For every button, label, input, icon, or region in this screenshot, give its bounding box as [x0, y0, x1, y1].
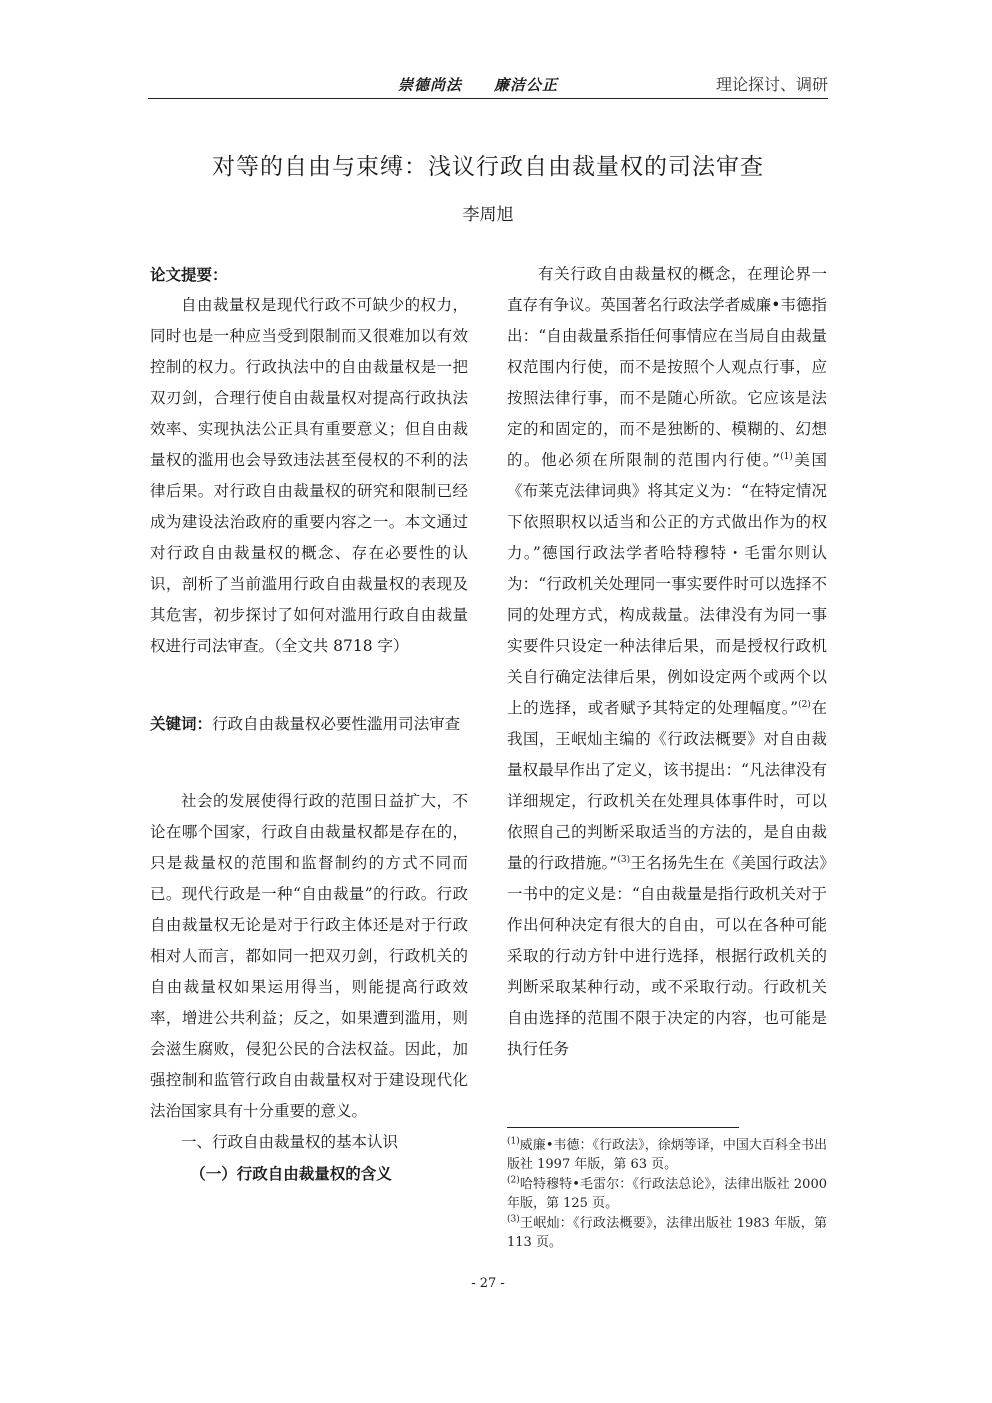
footnote-ref-3: (3): [617, 854, 631, 865]
keyword-3: 滥用: [367, 715, 399, 733]
right-column: [507, 259, 827, 1065]
keyword-1: 行政自由裁量权: [212, 715, 321, 733]
footnote: $^{(3)}$王岷灿：《行政法概要》，法律出版社 1983 年版，第 113 页。: [507, 1214, 827, 1250]
definition-text-2: 美国《布莱克法律词典》将其定义为：“在特定情况下依照职权以适当和公正的方式做出作为的权力。”德国行政法学者哈特穆特・毛雷尔则认为：“行政机关处理同一事实要件时可以选择不同的处理方式，构成裁量。法律没有为同一事实要件只设定一种法律后果，而是授权行政机关自行确定法律后果，例如设定两个或两个以上的选择，或者赋予其特定的处理幅度。”: [507, 451, 827, 717]
definition-text-4: 王名扬先生在《美国行政法》一书中的定义是：“自由裁量是指行政机关对于作出何种决定有很大的自由，可以在各种可能采取的行动方针中进行选择，根据行政机关的判断采取某种行动，或不采取行动。行政机关自由选择的范围不限于决定的内容，也可能是执行任务: [507, 854, 827, 1058]
left-column: [150, 259, 468, 1189]
article-title: 对等的自由与束缚：浅议行政自由裁量权的司法审查: [212, 154, 764, 180]
running-header: [148, 68, 828, 99]
keywords: [150, 708, 468, 740]
definition-paragraph: [507, 259, 827, 1065]
abstract-label: 论文提要：: [150, 265, 228, 284]
keyword-4: 司法审查: [398, 715, 461, 733]
footnote-ref-2: (2): [798, 699, 811, 710]
header-section: 理论探讨、调研: [715, 75, 828, 94]
definition-text-1: 有关行政自由裁量权的概念，在理论界一直存有争议。英国著名行政法学者威廉•韦德指出：“自由裁量系指任何事情应在当局自由裁量权范围内行使，而不是按照个人观点行事，应按照法律行事，而不是随心所欲。它应该是法定的和固定的，而不是独断的、模糊的、幻想的。他必须在所限制的范围内行使。”: [507, 265, 827, 469]
footnote: $^{(2)}$哈特穆特•毛雷尔：《行政法总论》，法律出版社 2000 年版，第 125 页。: [507, 1175, 827, 1211]
footnote: $^{(1)}$威廉•韦德：《行政法》，徐炳等译，中国大百科全书出版社 1997 年版，第 63 页。: [507, 1136, 827, 1172]
section-heading-1: 一、行政自由裁量权的基本认识: [181, 1133, 399, 1151]
header-motto: 崇德尚法 廉洁公正: [398, 76, 559, 94]
page-number: - 27 -: [471, 1276, 505, 1291]
footnotes: [507, 1136, 827, 1253]
footnote-divider: [507, 1127, 739, 1128]
abstract-text: 自由裁量权是现代行政不可缺少的权力，同时也是一种应当受到限制而又很难加以有效控制的权力。行政执法中的自由裁量权是一把双刃剑，合理行使自由裁量权对提高行政执法效率、实现执法公正具有重要意义；但自由裁量权的滥用也会导致违法甚至侵权的不利的法律后果。对行政自由裁量权的研究和限制已经成为建设法治政府的重要内容之一。本文通过对行政自由裁量权的概念、存在必要性的认识，剖析了当前滥用行政自由裁量权的表现及其危害，初步探讨了如何对滥用行政自由裁量权进行司法审查。（全文共 8718 字）: [150, 296, 468, 655]
intro-paragraph: 社会的发展使得行政的范围日益扩大，不论在哪个国家，行政自由裁量权都是存在的，只是裁量权的范围和监督制约的方式不同而已。现代行政是一种“自由裁量”的行政。行政自由裁量权无论是对于行政主体还是对于行政相对人而言，都如同一把双刃剑，行政机关的自由裁量权如果运用得当，则能提高行政效率，增进公共利益；反之，如果遭到滥用，则会滋生腐败，侵犯公民的合法权益。因此，加强控制和监管行政自由裁量权对于建设现代化法治国家具有十分重要的意义。: [150, 792, 468, 1120]
footnote-ref-1: (1): [780, 451, 793, 462]
keywords-label: 关键词：: [150, 714, 213, 733]
article-author: 李周旭: [462, 205, 514, 225]
section-heading-1-1: （一）行政自由裁量权的含义: [190, 1164, 392, 1183]
definition-text-3: 在我国，王岷灿主编的《行政法概要》对自由裁量权最早作出了定义，该书提出：“凡法律没有详细规定，行政机关在处理具体事件时，可以依照自己的判断采取适当的方法的，是自由裁量的行政措施。”: [507, 699, 827, 872]
keyword-2: 必要性: [320, 715, 368, 733]
